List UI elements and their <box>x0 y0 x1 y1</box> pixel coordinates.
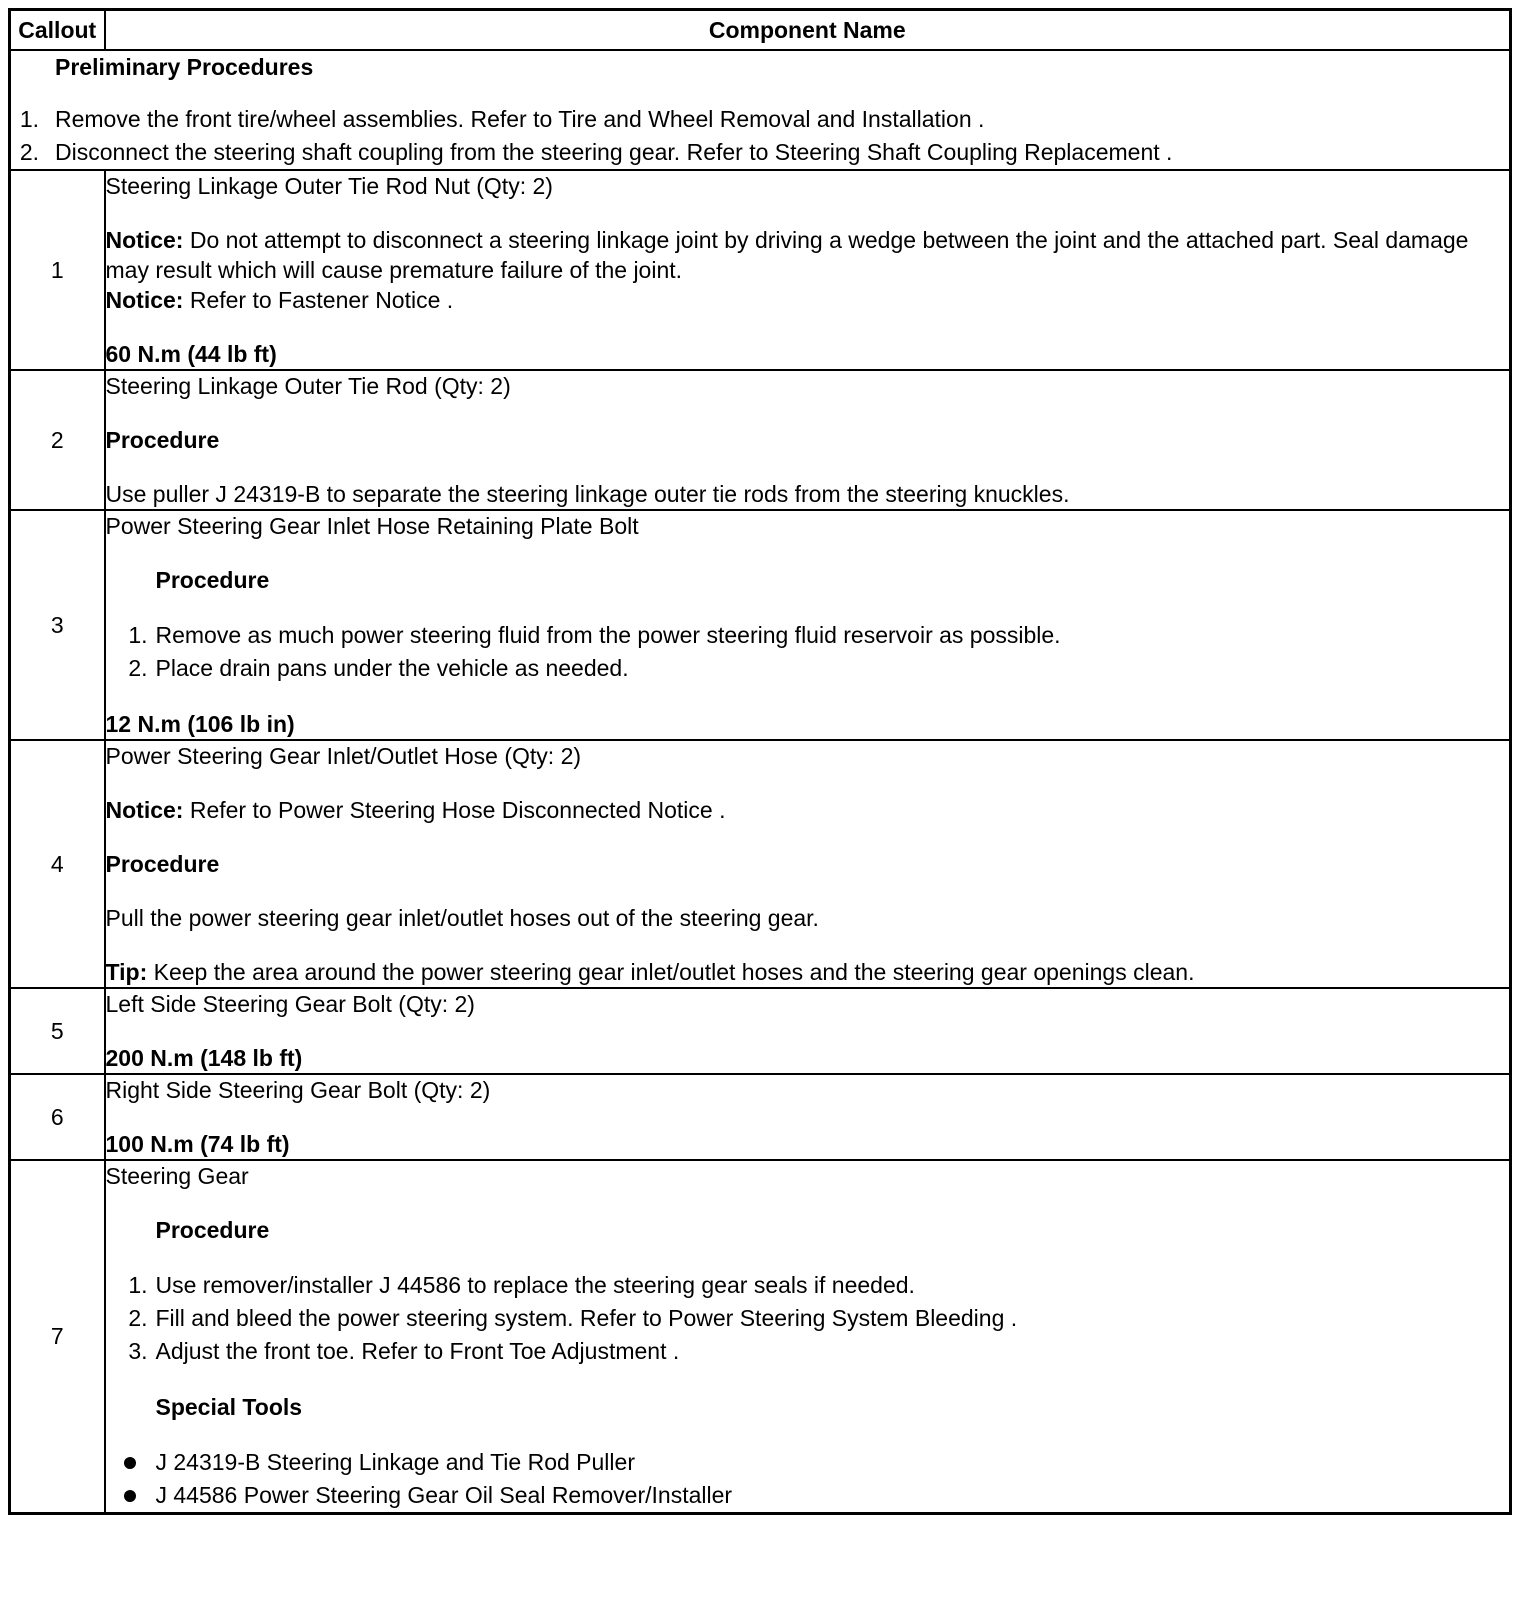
procedure-text: Use puller J 24319-B to separate the steering linkage outer tie rods from the steering knuckles. <box>105 481 1070 507</box>
notice-label: Notice: <box>105 227 184 253</box>
table-row <box>10 170 1511 370</box>
component-cell <box>105 1160 1511 1514</box>
notice <box>106 795 1510 825</box>
tip <box>106 957 1510 987</box>
component-name: Steering Linkage Outer Tie Rod (Qty: 2) <box>105 373 511 399</box>
component-name: Steering Linkage Outer Tie Rod Nut (Qty: 2) <box>105 173 553 199</box>
table-row <box>10 1160 1511 1514</box>
component-cell <box>105 1074 1511 1160</box>
component-table <box>8 8 1512 1515</box>
tip-text: Keep the area around the power steering gear inlet/outlet hoses and the steering gear openings clean. <box>147 959 1195 985</box>
callout-header: Callout <box>10 10 105 51</box>
list-item <box>128 619 1510 652</box>
list-item <box>11 136 1509 169</box>
step-number: 2. <box>128 1305 148 1331</box>
bullet-icon <box>124 1457 136 1469</box>
step-number: 1. <box>19 106 39 132</box>
step-number: 1. <box>128 1272 148 1298</box>
tool-text: J 44586 Power Steering Gear Oil Seal Remover/Installer <box>155 1482 733 1508</box>
notice-text: Refer to Fastener Notice . <box>183 287 454 313</box>
callout-number: 3 <box>10 510 105 740</box>
table-row <box>10 1074 1511 1160</box>
callout-number: 1 <box>10 170 105 370</box>
torque-spec: 60 N.m (44 lb ft) <box>105 341 277 367</box>
step-number: 3. <box>128 1338 148 1364</box>
step-text: Remove as much power steering fluid from the power steering fluid reservoir as possible. <box>155 622 1061 648</box>
component-cell <box>105 510 1511 740</box>
step-number: 2. <box>128 655 148 681</box>
table-row <box>10 510 1511 740</box>
callout-number: 6 <box>10 1074 105 1160</box>
procedure-steps <box>128 619 1510 685</box>
list-item <box>128 1335 1510 1368</box>
component-cell <box>105 988 1511 1074</box>
list-item <box>11 103 1509 136</box>
component-cell <box>105 170 1511 370</box>
table-row <box>10 988 1511 1074</box>
notice <box>106 285 1510 315</box>
table-row <box>10 370 1511 510</box>
step-text: Place drain pans under the vehicle as needed. <box>155 655 629 681</box>
notice-text: Do not attempt to disconnect a steering linkage joint by driving a wedge between the joint and the attached part. Seal damage may result which will cause premature failure of the joint. <box>105 227 1469 283</box>
step-text: Adjust the front toe. Refer to Front Toe Adjustment . <box>155 1338 680 1364</box>
procedure-block <box>106 1215 1510 1512</box>
procedure-steps <box>128 1269 1510 1368</box>
callout-number: 4 <box>10 740 105 988</box>
notice-label: Notice: <box>105 287 184 313</box>
notice-label: Notice: <box>105 797 184 823</box>
preliminary-title: Preliminary Procedures <box>55 54 314 80</box>
special-tools-title: Special Tools <box>155 1394 303 1420</box>
step-text: Fill and bleed the power steering system. Refer to Power Steering System Bleeding . <box>155 1305 1018 1331</box>
procedure-block <box>106 565 1510 685</box>
component-name: Right Side Steering Gear Bolt (Qty: 2) <box>105 1077 491 1103</box>
preliminary-row <box>10 50 1511 170</box>
torque-spec: 12 N.m (106 lb in) <box>105 711 295 737</box>
list-item <box>156 1479 1510 1512</box>
header-row <box>10 10 1511 51</box>
procedure-title: Procedure <box>155 567 270 593</box>
special-tools-list <box>156 1446 1510 1512</box>
step-text: Use remover/installer J 44586 to replace the steering gear seals if needed. <box>155 1272 915 1298</box>
list-item <box>128 1302 1510 1335</box>
procedure-text: Pull the power steering gear inlet/outlet hoses out of the steering gear. <box>105 905 819 931</box>
bullet-icon <box>124 1490 136 1502</box>
notice-text: Refer to Power Steering Hose Disconnected Notice . <box>183 797 726 823</box>
tip-label: Tip: <box>105 959 148 985</box>
tool-text: J 24319-B Steering Linkage and Tie Rod Puller <box>155 1449 635 1475</box>
component-cell <box>105 740 1511 988</box>
callout-number: 5 <box>10 988 105 1074</box>
step-number: 1. <box>128 622 148 648</box>
preliminary-cell <box>10 50 1511 170</box>
step-text: Remove the front tire/wheel assemblies. Refer to Tire and Wheel Removal and Installation . <box>55 106 985 132</box>
component-name: Steering Gear <box>105 1163 249 1189</box>
list-item <box>128 652 1510 685</box>
callout-number: 7 <box>10 1160 105 1514</box>
procedure-title: Procedure <box>105 851 220 877</box>
component-name-header: Component Name <box>105 10 1511 51</box>
table-row <box>10 740 1511 988</box>
step-text: Disconnect the steering shaft coupling from the steering gear. Refer to Steering Shaft Coupling Replacement . <box>55 139 1173 165</box>
procedure-title: Procedure <box>105 427 220 453</box>
component-name: Power Steering Gear Inlet/Outlet Hose (Qty: 2) <box>105 743 582 769</box>
component-cell <box>105 370 1511 510</box>
callout-number: 2 <box>10 370 105 510</box>
procedure-document <box>8 8 1512 1515</box>
notice <box>106 225 1510 285</box>
component-name: Left Side Steering Gear Bolt (Qty: 2) <box>105 991 475 1017</box>
torque-spec: 200 N.m (148 lb ft) <box>105 1045 303 1071</box>
component-name: Power Steering Gear Inlet Hose Retaining Plate Bolt <box>105 513 639 539</box>
list-item <box>128 1269 1510 1302</box>
torque-spec: 100 N.m (74 lb ft) <box>105 1131 290 1157</box>
step-number: 2. <box>19 139 39 165</box>
procedure-title: Procedure <box>155 1217 270 1243</box>
list-item <box>156 1446 1510 1479</box>
preliminary-steps <box>11 103 1509 169</box>
